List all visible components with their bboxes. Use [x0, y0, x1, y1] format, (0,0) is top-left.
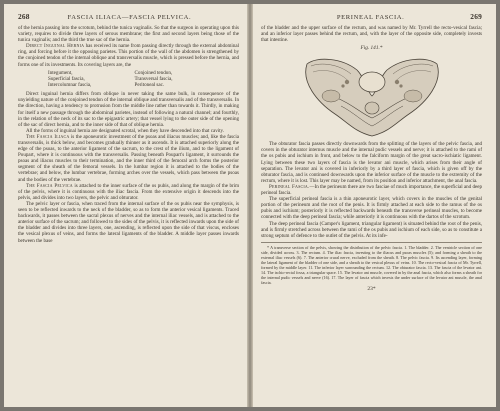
left-paragraph-6-text: is attached to the inner surface of the os pubis, and along the margin of the brim of the pelvis, where it is continuous with the iliac fascia. From the extensive origin it descends into the pelvis, and divides into two layers, the pelvic and obturator.	[18, 182, 240, 201]
fascia-pelvica-heading: The Fascia Pelvica	[26, 182, 73, 189]
covering-item: Conjoined tendon,	[134, 69, 173, 76]
signature-mark: 23*	[367, 285, 376, 292]
left-paragraph-4: All the forms of inguinal hernia are designated scrotal, when they have descended into that cavity.	[26, 127, 224, 134]
left-paragraph-5	[18, 134, 239, 183]
right-paragraph-3	[261, 184, 482, 196]
footnote-text: * A transverse section of the pelvis, showing the distribution of the pelvic fascia. 1. The bladder. 2. The ventricle section of one side, divided across. 3. The rectum. 4. The iliac fascia, investing to the iliacus and psoas muscles (5); and forming a sheath to the external iliac vessels (6). 7. The anterior crural nerve, excluded from the sheath. 8. The pelvic fascia. 9. Its ascending layer, forming the lateral ligament of the bladder of one side, and a sheath to the vesical plexus of veins. 10. The recto-vesical fascia of Mr. Tyrrell, formed by the middle layer. 11. The inferior layer surrounding the rectum. 12. The obturator fascia. 13. The fascia of the levator ani. 14. The ischio-rectal fossa, a triangular space. 15. The levator ani muscle, covered in by the anal fascia, which also forms a sheath for the internal pudic vessels and nerve (16). 17. The layer of fascia which invests the under surface of the levator ani muscle, the anal fascia.	[261, 244, 482, 285]
covering-item: Integument,	[48, 69, 73, 76]
right-paragraph-4: The superficial perineal fascia is a thin aponeurotic layer, which covers in the muscles of the genital portion of the perineum and the root of the penis. It is firmly attached at each side to the ramus of the os pubis and ischium; posteriorly it is reflected backwards beneath the transverse perineal muscles, to become connected with the deep perineal fascia; while anteriorly it is continuous with the dartos of the scrotum.	[261, 196, 482, 221]
left-paragraph-2	[18, 43, 239, 67]
left-page-number: 268	[18, 12, 30, 21]
direct-hernia-heading: Direct Inguinal Hernia	[26, 43, 85, 50]
left-page	[4, 4, 247, 407]
figure-label: Fig. 141.*	[360, 45, 383, 52]
right-running-title: PERINEAL FASCIA.	[336, 14, 405, 21]
left-paragraph-7: The pelvic layer or fascia, when traced from the internal surface of the os pubis near the symphysis, is seen to be reflected inwards to the neck of the bladder, so as to form the anterior vesical ligaments. Traced backwards, it passes between the sacral plexus of nerves and the internal iliac vessels, and is attached to the anterior surface of the sacrum; and followed to the sides of the pelvis, it is reflected inwards upon the side of the bladder and divides into three layers, one, ascending, is reflected upon the side of that viscus, encloses the vesical plexus of veins, and forms the lateral ligaments of the bladder. A middle layer passes inwards between the base	[18, 200, 239, 244]
covering-item: Intercolumnar fascia,	[48, 82, 92, 89]
covering-layers-list	[18, 68, 239, 92]
covering-item: Transversal fascia,	[134, 75, 173, 82]
left-paragraph-1: of the hernia passing into the scrotum, behind the tunica vaginalis. So that the surgeon in operating upon this variety, requires to divide three layers of serous membrane; the first and second layers being those of the tunica vaginalis; and the third the true sac of the hernia.	[18, 25, 239, 44]
right-paragraph-1: of the bladder and the upper surface of the rectum, and was named by Mr. Tyrrell the recto-vesical fascia; and an inferior layer passes behind the rectum, and, with the layer of the opposite side, completely invests that intestine.	[261, 25, 482, 44]
left-paragraph-3: Direct inguinal hernia differs from oblique in never taking the same bulk, in consequence of the unyielding nature of the conjoined tendon of the internal oblique and transversalis and of the transversalis. In the direction, having a tendency to protrusion from the middle line rather than towards it. Thirdly, in making for itself a new passage through the abdominal parietes, instead of following a natural channel; and fourthly, in the relation of the neck of its sac to the epigastric artery; that vessel lying to the outer side of the opening of the sac of direct hernia, and to the inner side of that of oblique hernia.	[18, 91, 239, 128]
left-paragraph-6	[18, 183, 239, 201]
left-running-head	[18, 12, 239, 21]
right-paragraph-2: The obturator fascia passes directly downwards from the splitting of the layers of the pelvic fascia, and covers in the obturator internus muscle and the internal pudic vessels and nerve; it is attached to the rami of the os pubis and ischium in front, and below to the falciform margin of the great sacro-ischiatic ligament. Lying between these two layers of fascia is the levator ani muscle, which arises from their angle of separation. The levator ani is covered in inferiorly by a third layer of fascia, which is given off by the obturator fascia, and is continued downwards upon the inferior surface of the muscle to the extremity of the rectum, where it is lost. This layer may be named, from its position and inferior attachment, the anal fascia.	[261, 141, 482, 184]
right-paragraph-5: The deep perineal fascia (Camper's ligament, triangular ligament) is situated behind the root of the penis, and is firmly stretched across between the rami of the os pubis and ischium of each side, so as to constitute a strong septum of defence to the outlet of the pelvis. At its infe-	[261, 220, 482, 239]
left-paragraph-2-text: has received its name from passing directly through the external abdominal ring, and forcing before it the opposing parietes. This portion of the wall of the abdomen is strengthened by the conjoined tendon of the internal oblique and transversalis muscle, which is pressed before the hernia, and forms one of its investments. Its covering layers are, the	[18, 43, 239, 68]
fascia-iliaca-heading: The Fascia Iliaca	[26, 133, 70, 140]
right-running-head	[261, 12, 482, 21]
figure-footnote	[261, 242, 482, 285]
left-paragraph-5-text: is the aponeurotic investment of the psoas and iliacus muscles; and, like the fascia transversalis, is thick below, and becomes gradually thinner as it ascends. It is attached superiorly along the edge of the psoas, to the anterior ligament of the sacrum, to the crest of the ilium, and to the ligament of Poupart, where it is continuous with the transversalis. Passing beneath Poupart's ligament, it surrounds the psoas and iliacus muscles to their termination, and the inner third of the femoral arch forms the posterior segment of the sheath of the femoral vessels. In the lumbar region it is attached to the bodies of the vertebrae; and below, the lumbar vertebrae, forming arches over the vessels, which pass between the psoas and the bodies of the vertebrae.	[18, 133, 239, 183]
right-page-number: 269	[470, 12, 482, 21]
pelvic-fascia-illustration	[297, 52, 447, 138]
covering-item: Peritoneal sac.	[134, 82, 165, 89]
right-paragraph-3-text: —In the perineum there are two fasciae of much importance, the superficial and deep perineal fascia.	[261, 183, 482, 197]
perineal-fascia-heading: Perineal Fascia.	[269, 183, 310, 190]
covering-item: Superficial fascia,	[48, 75, 85, 82]
right-page	[253, 4, 496, 407]
left-running-title: FASCIA ILIACA—FASCIA PELVICA.	[67, 14, 192, 21]
